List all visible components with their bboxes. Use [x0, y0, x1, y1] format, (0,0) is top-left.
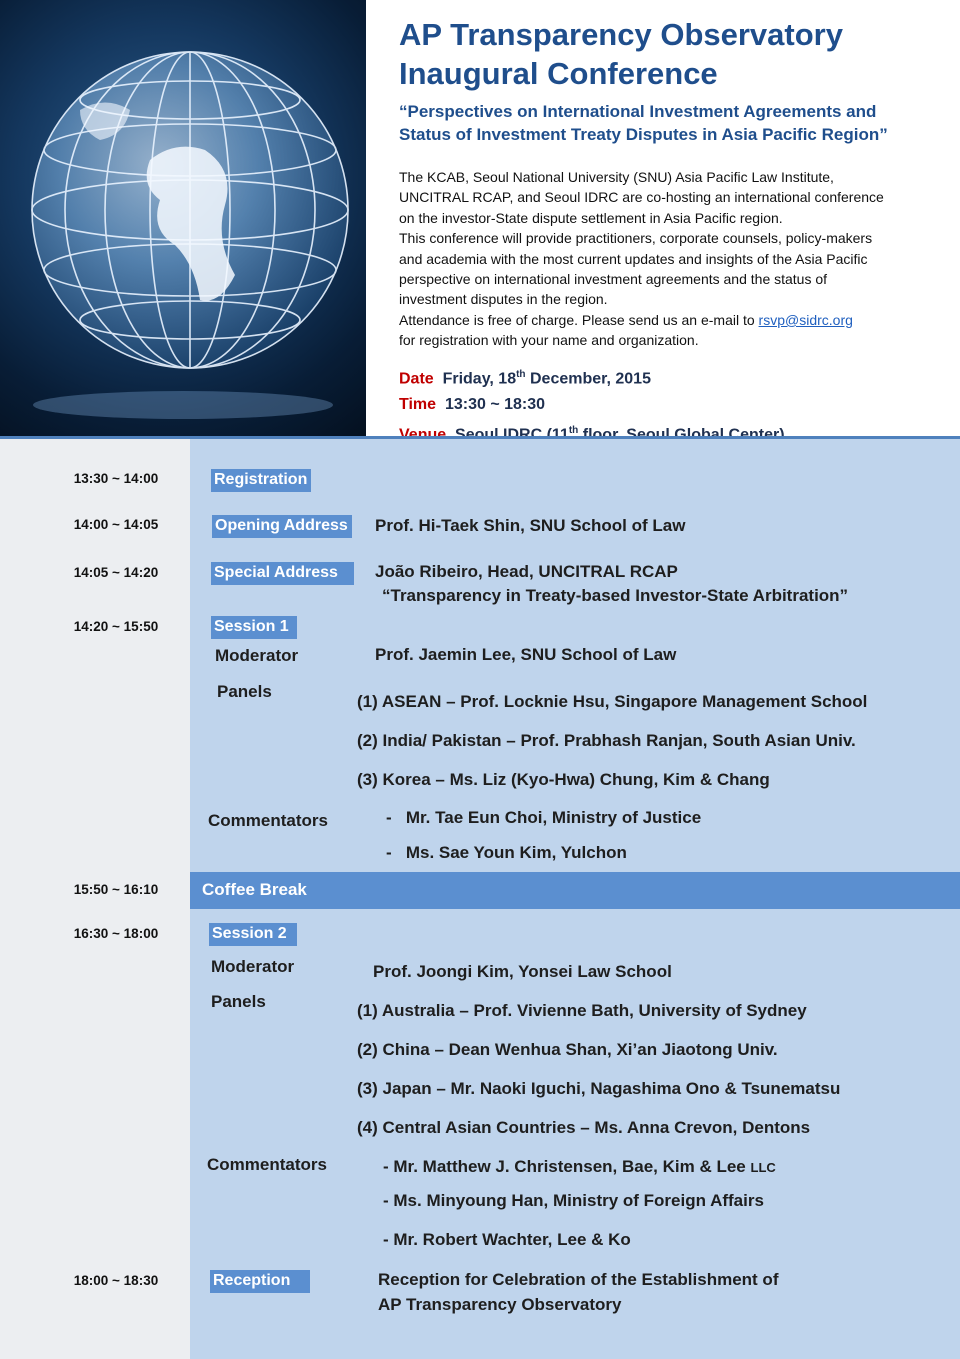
date-row: Date Friday, 18th December, 2015 [399, 369, 651, 388]
rsvp-email-link[interactable]: rsvp@sidrc.org [758, 311, 853, 328]
registration-tag: Registration [211, 469, 311, 492]
session2-moderator: Prof. Joongi Kim, Yonsei Law School [373, 962, 672, 981]
reception-line2: AP Transparency Observatory [378, 1295, 622, 1314]
session1-panel: (1) ASEAN – Prof. Locknie Hsu, Singapore Management School [357, 692, 868, 711]
page-subtitle: “Perspectives on International Investment Agreements and Status of Investment Treaty Disputes in Asia Pacific Region” [399, 102, 888, 144]
opening-time: 14:00 ~ 14:05 [73, 517, 159, 532]
opening-speaker: Prof. Hi-Taek Shin, SNU School of Law [375, 516, 686, 535]
session1-time: 14:20 ~ 15:50 [73, 619, 159, 634]
intro-paragraph: The KCAB, Seoul National University (SNU) Asia Pacific Law Institute, UNCITRAL RCAP, and Seoul IDRC are co-hosting an international conference on the investor-State dispute settlement in Asia Pacific region. This conference will provide practitioners, corporate counsels, policy-makers and academia with the most current updates and insights of the Asia Pacific perspective on international investment agreements and the status of investment disputes in the region. Attendance is free of charge. Please send us an e-mail to rsvp@sidrc.org for registration with your name and organization. [399, 169, 884, 349]
session1-commentator: - Mr. Tae Eun Choi, Ministry of Justice [386, 808, 702, 827]
session1-commentators-label: Commentators [208, 811, 328, 830]
session1-panel: (3) Korea – Ms. Liz (Kyo-Hwa) Chung, Kim & Chang [357, 770, 770, 789]
special-time: 14:05 ~ 14:20 [73, 565, 159, 580]
session1-commentator: - Ms. Sae Youn Kim, Yulchon [386, 843, 627, 862]
special-tag: Special Address [211, 562, 354, 585]
reception-time: 18:00 ~ 18:30 [73, 1273, 159, 1288]
reception-line1: Reception for Celebration of the Establishment of [378, 1270, 779, 1289]
reception-tag: Reception [210, 1270, 310, 1293]
coffee-time: 15:50 ~ 16:10 [73, 882, 159, 897]
session2-commentator: - Mr. Matthew J. Christensen, Bae, Kim & Lee LLC [383, 1157, 776, 1176]
session2-tag: Session 2 [209, 923, 297, 946]
session1-moderator-label: Moderator [215, 646, 299, 665]
venue-row: th [568, 425, 579, 437]
session2-panels-label: Panels [211, 992, 266, 1011]
page-title: AP Transparency Observatory Inaugural Conference [399, 17, 843, 91]
session2-moderator-label: Moderator [211, 957, 295, 976]
globe-icon [0, 0, 366, 438]
session2-commentator: - Mr. Robert Wachter, Lee & Ko [383, 1230, 631, 1249]
session2-panel: (1) Australia – Prof. Vivienne Bath, University of Sydney [357, 1001, 807, 1020]
session2-commentator: - Ms. Minyoung Han, Ministry of Foreign Affairs [383, 1191, 764, 1210]
session1-panels-label: Panels [217, 682, 272, 701]
session1-tag: Session 1 [211, 616, 297, 639]
special-speaker: João Ribeiro, Head, UNCITRAL RCAP [375, 562, 678, 581]
time-row: Time 13:30 ~ 18:30 [399, 396, 546, 414]
session2-panel: (3) Japan – Mr. Naoki Iguchi, Nagashima Ono & Tsunematsu [357, 1079, 841, 1098]
registration-time: 13:30 ~ 14:00 [73, 471, 159, 486]
session2-panel: (2) China – Dean Wenhua Shan, Xi’an Jiaotong Univ. [357, 1040, 778, 1059]
special-topic: “Transparency in Treaty-based Investor-State Arbitration” [382, 586, 849, 605]
session2-time: 16:30 ~ 18:00 [73, 926, 159, 941]
coffee-break-label: Coffee Break [202, 880, 307, 899]
globe-image [0, 0, 366, 438]
session1-panel: (2) India/ Pakistan – Prof. Prabhash Ranjan, South Asian Univ. [357, 731, 856, 750]
session2-commentators-label: Commentators [207, 1155, 327, 1174]
session2-panel: (4) Central Asian Countries – Ms. Anna Crevon, Dentons [357, 1118, 811, 1137]
session1-moderator: Prof. Jaemin Lee, SNU School of Law [375, 645, 677, 664]
opening-tag: Opening Address [212, 515, 352, 538]
